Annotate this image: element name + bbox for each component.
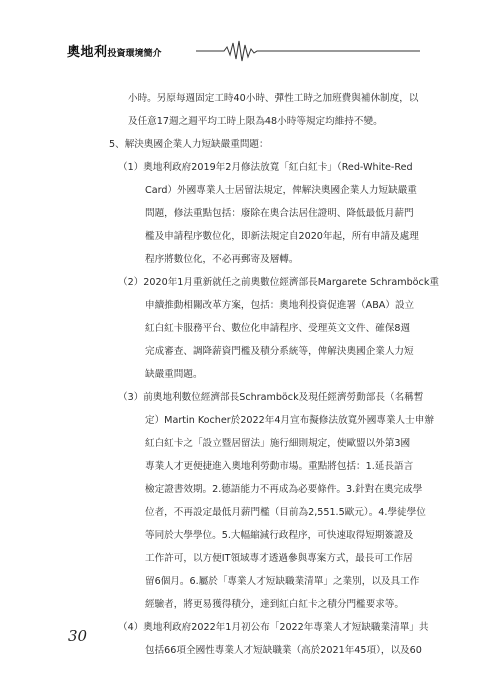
text-line: 小時。另原每週固定工時40小時、彈性工時之加班費與補休制度，以 <box>128 93 419 104</box>
list-heading: 5、解決奧國企業人力短缺嚴重問題： <box>109 139 269 150</box>
list-item-start: （3）前奧地利數位經濟部長Schramböck及現任經濟勞動部長（名稱暫 <box>118 392 424 403</box>
text-line: 紅白紅卡之「設立暨居留法」施行細則規定，使歐盟以外第3國 <box>145 438 411 449</box>
text-line: 及任意17週之週平均工時上限為48小時等規定均維持不變。 <box>128 116 383 127</box>
text-line: 紅白紅卡服務平台、數位化申請程序、受理英文文件、確保8週 <box>145 323 411 334</box>
text-line: 缺嚴重問題。 <box>145 369 203 380</box>
text-line: 留6個月。6.屬於「專業人才短缺職業清單」之業別，以及具工作 <box>145 576 420 587</box>
text-line: 工作許可，以方便IT領域專才透過參與專案方式，最長可工作居 <box>145 553 413 564</box>
header-title-main: 奧地利 <box>67 45 108 60</box>
list-item-start: （4）奧地利政府2022年1月初公布「2022年專業人才短缺職業清單」共 <box>118 622 429 633</box>
text-line: 申續推動相關改革方案，包括：奧地利投資促進署（ABA）設立 <box>145 300 415 311</box>
text-line: 問題，修法重點包括：廢除在奧合法居住證明、降低最低月薪門 <box>145 208 414 219</box>
page-number: 30 <box>68 627 88 645</box>
text-line: 等同於大學學位。5.大幅縮減行政程序，可快速取得短期簽證及 <box>145 530 414 541</box>
text-line: 包括66項全國性專業人才短缺職業（高於2021年45項），以及60 <box>145 645 422 656</box>
text-line: 定）Martin Kocher於2022年4月宣布擬修法放寬外國專業人士申辦 <box>145 415 434 426</box>
text-line: 位者，不再設定最低月薪門檻（目前為2,551.5歐元）。4.學徒學位 <box>145 507 426 518</box>
text-line: 完成審查、調降薪資門檻及積分系統等，俾解決奧國企業人力短 <box>145 346 414 357</box>
text-line: 經驗者，將更易獲得積分，達到紅白紅卡之積分門檻要求等。 <box>145 599 405 610</box>
text-line: 程序將數位化，不必再郵寄及層轉。 <box>145 254 299 265</box>
list-item-start: （1）奧地利政府2019年2月修法放寬「紅白紅卡」（Red-White-Red <box>118 162 413 173</box>
list-item-start: （2）2020年1月重新就任之前奧數位經濟部長Margarete Schramböck重 <box>118 277 439 288</box>
header-title-sub: 投資環境簡介 <box>107 49 162 59</box>
text-line: 專業人才更便捷進入奧地利勞動市場。重點將包括：1.延長語言 <box>145 461 414 472</box>
text-line: Card）外國專業人士居留法規定，俾解決奧國企業人力短缺嚴重 <box>145 185 417 196</box>
text-line: 檻及申請程序數位化，即新法規定自2020年起，所有申請及處理 <box>145 231 419 242</box>
text-line: 檢定證書效期。2.德語能力不再成為必要條件。3.針對在奧完成學 <box>145 484 423 495</box>
